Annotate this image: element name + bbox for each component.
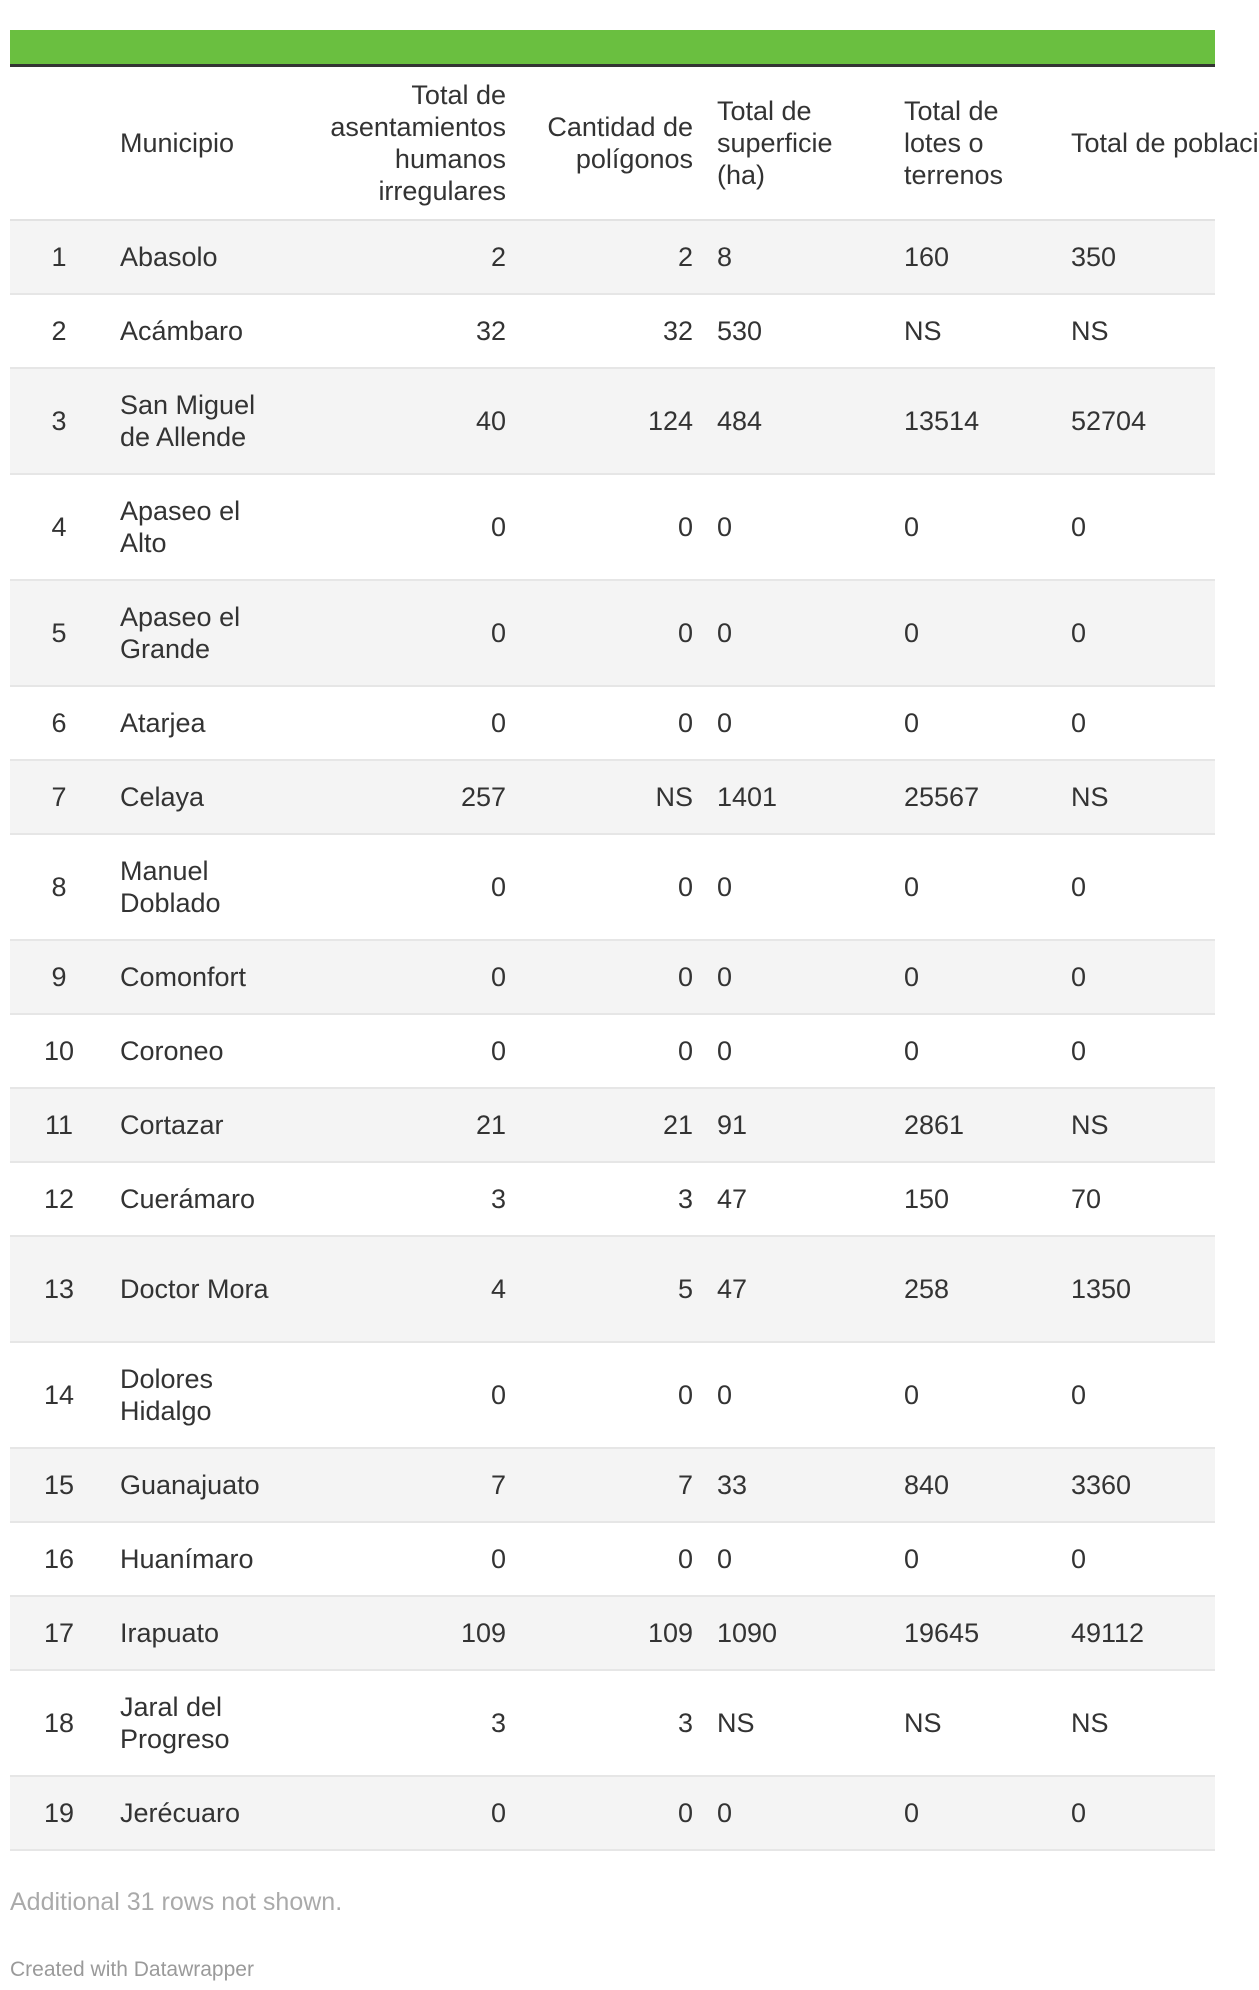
cell-superficie: 91 bbox=[705, 1088, 892, 1162]
cell-index: 6 bbox=[10, 686, 108, 760]
table-header-row bbox=[10, 67, 1215, 220]
cell-asentamientos: 4 bbox=[288, 1236, 518, 1342]
cell-lotes: 25567 bbox=[892, 760, 1059, 834]
municipio-label: Acámbaro bbox=[120, 316, 244, 346]
cell-poblacion: 0 bbox=[1059, 686, 1215, 760]
municipio-label: Guanajuato bbox=[120, 1470, 260, 1500]
cell-lotes: 0 bbox=[892, 1522, 1059, 1596]
cell-poblacion: 52704 bbox=[1059, 368, 1215, 474]
cell-lotes: 0 bbox=[892, 1776, 1059, 1850]
cell-index: 10 bbox=[10, 1014, 108, 1088]
cell-municipio bbox=[108, 220, 288, 294]
cell-poligonos: 7 bbox=[518, 1448, 705, 1522]
cell-poblacion: 0 bbox=[1059, 474, 1215, 580]
cell-asentamientos: 21 bbox=[288, 1088, 518, 1162]
municipio-label: Irapuato bbox=[120, 1618, 220, 1648]
cell-superficie: 1401 bbox=[705, 760, 892, 834]
cell-municipio bbox=[108, 1236, 288, 1342]
cell-superficie: 0 bbox=[705, 1522, 892, 1596]
municipio-label: Huanímaro bbox=[120, 1544, 254, 1574]
cell-lotes: 160 bbox=[892, 220, 1059, 294]
cell-lotes: NS bbox=[892, 294, 1059, 368]
municipio-label: Manuel Doblado bbox=[120, 856, 221, 918]
cell-asentamientos: 2 bbox=[288, 220, 518, 294]
cell-poligonos: 0 bbox=[518, 1522, 705, 1596]
cell-superficie: 33 bbox=[705, 1448, 892, 1522]
municipio-label: Jaral del Progreso bbox=[120, 1692, 230, 1754]
cell-asentamientos: 3 bbox=[288, 1670, 518, 1776]
cell-superficie: 0 bbox=[705, 1776, 892, 1850]
cell-municipio bbox=[108, 1776, 288, 1850]
table-row bbox=[10, 1342, 1215, 1448]
cell-index: 19 bbox=[10, 1776, 108, 1850]
cell-municipio bbox=[108, 1670, 288, 1776]
cell-superficie: 0 bbox=[705, 834, 892, 940]
cell-poblacion: 0 bbox=[1059, 834, 1215, 940]
cell-municipio bbox=[108, 1014, 288, 1088]
municipio-label: Atarjea bbox=[120, 708, 206, 738]
cell-asentamientos: 3 bbox=[288, 1162, 518, 1236]
cell-superficie: 0 bbox=[705, 474, 892, 580]
cell-asentamientos: 0 bbox=[288, 1014, 518, 1088]
cell-index: 14 bbox=[10, 1342, 108, 1448]
cell-lotes: 13514 bbox=[892, 368, 1059, 474]
cell-lotes: 0 bbox=[892, 474, 1059, 580]
cell-poblacion: 350 bbox=[1059, 220, 1215, 294]
cell-index: 17 bbox=[10, 1596, 108, 1670]
cell-asentamientos: 0 bbox=[288, 834, 518, 940]
cell-lotes: 0 bbox=[892, 940, 1059, 1014]
cell-lotes: 0 bbox=[892, 1014, 1059, 1088]
cell-poligonos: 109 bbox=[518, 1596, 705, 1670]
municipio-label: San Miguel de Allende bbox=[120, 390, 256, 452]
cell-poblacion: 70 bbox=[1059, 1162, 1215, 1236]
table-row bbox=[10, 1088, 1215, 1162]
cell-municipio bbox=[108, 686, 288, 760]
table-row bbox=[10, 580, 1215, 686]
cell-asentamientos: 0 bbox=[288, 580, 518, 686]
column-header-municipio[interactable]: Municipio bbox=[108, 67, 288, 220]
table-row bbox=[10, 940, 1215, 1014]
cell-asentamientos: 7 bbox=[288, 1448, 518, 1522]
municipio-label: Coroneo bbox=[120, 1036, 224, 1066]
column-header-lotes[interactable]: Total de lotes o terrenos bbox=[892, 67, 1059, 220]
cell-lotes: 258 bbox=[892, 1236, 1059, 1342]
cell-poblacion: 0 bbox=[1059, 1342, 1215, 1448]
table-row bbox=[10, 1014, 1215, 1088]
cell-poligonos: 0 bbox=[518, 1342, 705, 1448]
cell-municipio bbox=[108, 580, 288, 686]
cell-lotes: 2861 bbox=[892, 1088, 1059, 1162]
cell-municipio bbox=[108, 1342, 288, 1448]
cell-poligonos: 0 bbox=[518, 940, 705, 1014]
cell-poblacion: 0 bbox=[1059, 1014, 1215, 1088]
cell-poblacion: 3360 bbox=[1059, 1448, 1215, 1522]
cell-superficie: 484 bbox=[705, 368, 892, 474]
table-row bbox=[10, 686, 1215, 760]
municipio-label: Apaseo el Alto bbox=[120, 496, 241, 558]
data-table bbox=[10, 67, 1259, 1851]
cell-poligonos: 0 bbox=[518, 580, 705, 686]
cell-superficie: 0 bbox=[705, 1342, 892, 1448]
cell-lotes: 0 bbox=[892, 686, 1059, 760]
credit-line: Created with Datawrapper bbox=[10, 1958, 254, 1981]
cell-asentamientos: 0 bbox=[288, 474, 518, 580]
cell-superficie: 1090 bbox=[705, 1596, 892, 1670]
column-header-poblacion[interactable]: Total de poblaci bbox=[1059, 67, 1215, 220]
cell-asentamientos: 257 bbox=[288, 760, 518, 834]
cell-lotes: 0 bbox=[892, 834, 1059, 940]
column-header-asentamientos[interactable]: Total de asentamientos humanos irregulares bbox=[288, 67, 518, 220]
cell-lotes: 0 bbox=[892, 580, 1059, 686]
cell-index: 11 bbox=[10, 1088, 108, 1162]
municipio-label: Doctor Mora bbox=[120, 1274, 269, 1304]
cell-poblacion: 0 bbox=[1059, 1776, 1215, 1850]
cell-poblacion: 49112 bbox=[1059, 1596, 1215, 1670]
cell-municipio bbox=[108, 368, 288, 474]
cell-index: 4 bbox=[10, 474, 108, 580]
table-row bbox=[10, 1236, 1215, 1342]
cell-asentamientos: 0 bbox=[288, 1342, 518, 1448]
table-row bbox=[10, 294, 1215, 368]
cell-municipio bbox=[108, 1522, 288, 1596]
cell-lotes: 840 bbox=[892, 1448, 1059, 1522]
cell-index: 8 bbox=[10, 834, 108, 940]
table-body bbox=[10, 220, 1215, 1850]
cell-superficie: 0 bbox=[705, 940, 892, 1014]
cell-poligonos: 32 bbox=[518, 294, 705, 368]
table-row bbox=[10, 1776, 1215, 1850]
table-row bbox=[10, 220, 1215, 294]
cell-poligonos: 5 bbox=[518, 1236, 705, 1342]
cell-superficie: 0 bbox=[705, 580, 892, 686]
cell-poligonos: 21 bbox=[518, 1088, 705, 1162]
municipio-label: Cortazar bbox=[120, 1110, 224, 1140]
cell-municipio bbox=[108, 834, 288, 940]
cell-superficie: 47 bbox=[705, 1236, 892, 1342]
municipio-label: Abasolo bbox=[120, 242, 218, 272]
cell-municipio bbox=[108, 940, 288, 1014]
cell-lotes: NS bbox=[892, 1670, 1059, 1776]
cell-lotes: 19645 bbox=[892, 1596, 1059, 1670]
cell-asentamientos: 40 bbox=[288, 368, 518, 474]
cell-asentamientos: 0 bbox=[288, 940, 518, 1014]
cell-poblacion: NS bbox=[1059, 1088, 1215, 1162]
table-row bbox=[10, 474, 1215, 580]
cell-municipio bbox=[108, 1596, 288, 1670]
cell-index: 9 bbox=[10, 940, 108, 1014]
cell-index: 18 bbox=[10, 1670, 108, 1776]
cell-index: 13 bbox=[10, 1236, 108, 1342]
cell-superficie: 0 bbox=[705, 1014, 892, 1088]
cell-municipio bbox=[108, 1448, 288, 1522]
cell-municipio bbox=[108, 474, 288, 580]
cell-municipio bbox=[108, 760, 288, 834]
cell-superficie: 8 bbox=[705, 220, 892, 294]
cell-municipio bbox=[108, 294, 288, 368]
cell-municipio bbox=[108, 1162, 288, 1236]
cell-poblacion: NS bbox=[1059, 294, 1215, 368]
table-row bbox=[10, 1448, 1215, 1522]
table-row bbox=[10, 1596, 1215, 1670]
cell-index: 1 bbox=[10, 220, 108, 294]
cell-asentamientos: 32 bbox=[288, 294, 518, 368]
cell-asentamientos: 0 bbox=[288, 1776, 518, 1850]
cell-lotes: 0 bbox=[892, 1342, 1059, 1448]
cell-poblacion: 0 bbox=[1059, 940, 1215, 1014]
table-row bbox=[10, 1522, 1215, 1596]
table-row bbox=[10, 760, 1215, 834]
column-header-poligonos[interactable]: Cantidad de polígonos bbox=[518, 67, 705, 220]
cell-poblacion: 0 bbox=[1059, 580, 1215, 686]
cell-poblacion: 1350 bbox=[1059, 1236, 1215, 1342]
cell-superficie: NS bbox=[705, 1670, 892, 1776]
column-header-index[interactable] bbox=[10, 67, 108, 220]
municipio-label: Comonfort bbox=[120, 962, 247, 992]
cell-index: 7 bbox=[10, 760, 108, 834]
cell-poligonos: 3 bbox=[518, 1670, 705, 1776]
cell-municipio bbox=[108, 1088, 288, 1162]
cell-superficie: 530 bbox=[705, 294, 892, 368]
cell-index: 15 bbox=[10, 1448, 108, 1522]
cell-poligonos: 0 bbox=[518, 686, 705, 760]
table-header-bar bbox=[10, 30, 1215, 67]
cell-poligonos: NS bbox=[518, 760, 705, 834]
cell-index: 16 bbox=[10, 1522, 108, 1596]
cell-poligonos: 3 bbox=[518, 1162, 705, 1236]
cell-asentamientos: 0 bbox=[288, 1522, 518, 1596]
column-header-superficie[interactable]: Total de superficie (ha) bbox=[705, 67, 892, 220]
cell-poligonos: 2 bbox=[518, 220, 705, 294]
cell-poblacion: NS bbox=[1059, 1670, 1215, 1776]
municipio-label: Jerécuaro bbox=[120, 1798, 241, 1828]
cell-index: 5 bbox=[10, 580, 108, 686]
data-table-container bbox=[10, 67, 1259, 1851]
municipio-label: Dolores Hidalgo bbox=[120, 1364, 214, 1426]
municipio-label: Celaya bbox=[120, 782, 205, 812]
cell-index: 12 bbox=[10, 1162, 108, 1236]
cell-poligonos: 0 bbox=[518, 1776, 705, 1850]
cell-poligonos: 124 bbox=[518, 368, 705, 474]
cell-index: 2 bbox=[10, 294, 108, 368]
cell-superficie: 0 bbox=[705, 686, 892, 760]
cell-poligonos: 0 bbox=[518, 834, 705, 940]
cell-poligonos: 0 bbox=[518, 474, 705, 580]
cell-superficie: 47 bbox=[705, 1162, 892, 1236]
cell-asentamientos: 0 bbox=[288, 686, 518, 760]
cell-asentamientos: 109 bbox=[288, 1596, 518, 1670]
municipio-label: Apaseo el Grande bbox=[120, 602, 241, 664]
cell-poblacion: 0 bbox=[1059, 1522, 1215, 1596]
footnote: Additional 31 rows not shown. bbox=[10, 1888, 343, 1916]
table-row bbox=[10, 368, 1215, 474]
cell-poligonos: 0 bbox=[518, 1014, 705, 1088]
municipio-label: Cuerámaro bbox=[120, 1184, 256, 1214]
cell-index: 3 bbox=[10, 368, 108, 474]
table-row bbox=[10, 834, 1215, 940]
table-row bbox=[10, 1670, 1215, 1776]
table-row bbox=[10, 1162, 1215, 1236]
cell-lotes: 150 bbox=[892, 1162, 1059, 1236]
cell-poblacion: NS bbox=[1059, 760, 1215, 834]
